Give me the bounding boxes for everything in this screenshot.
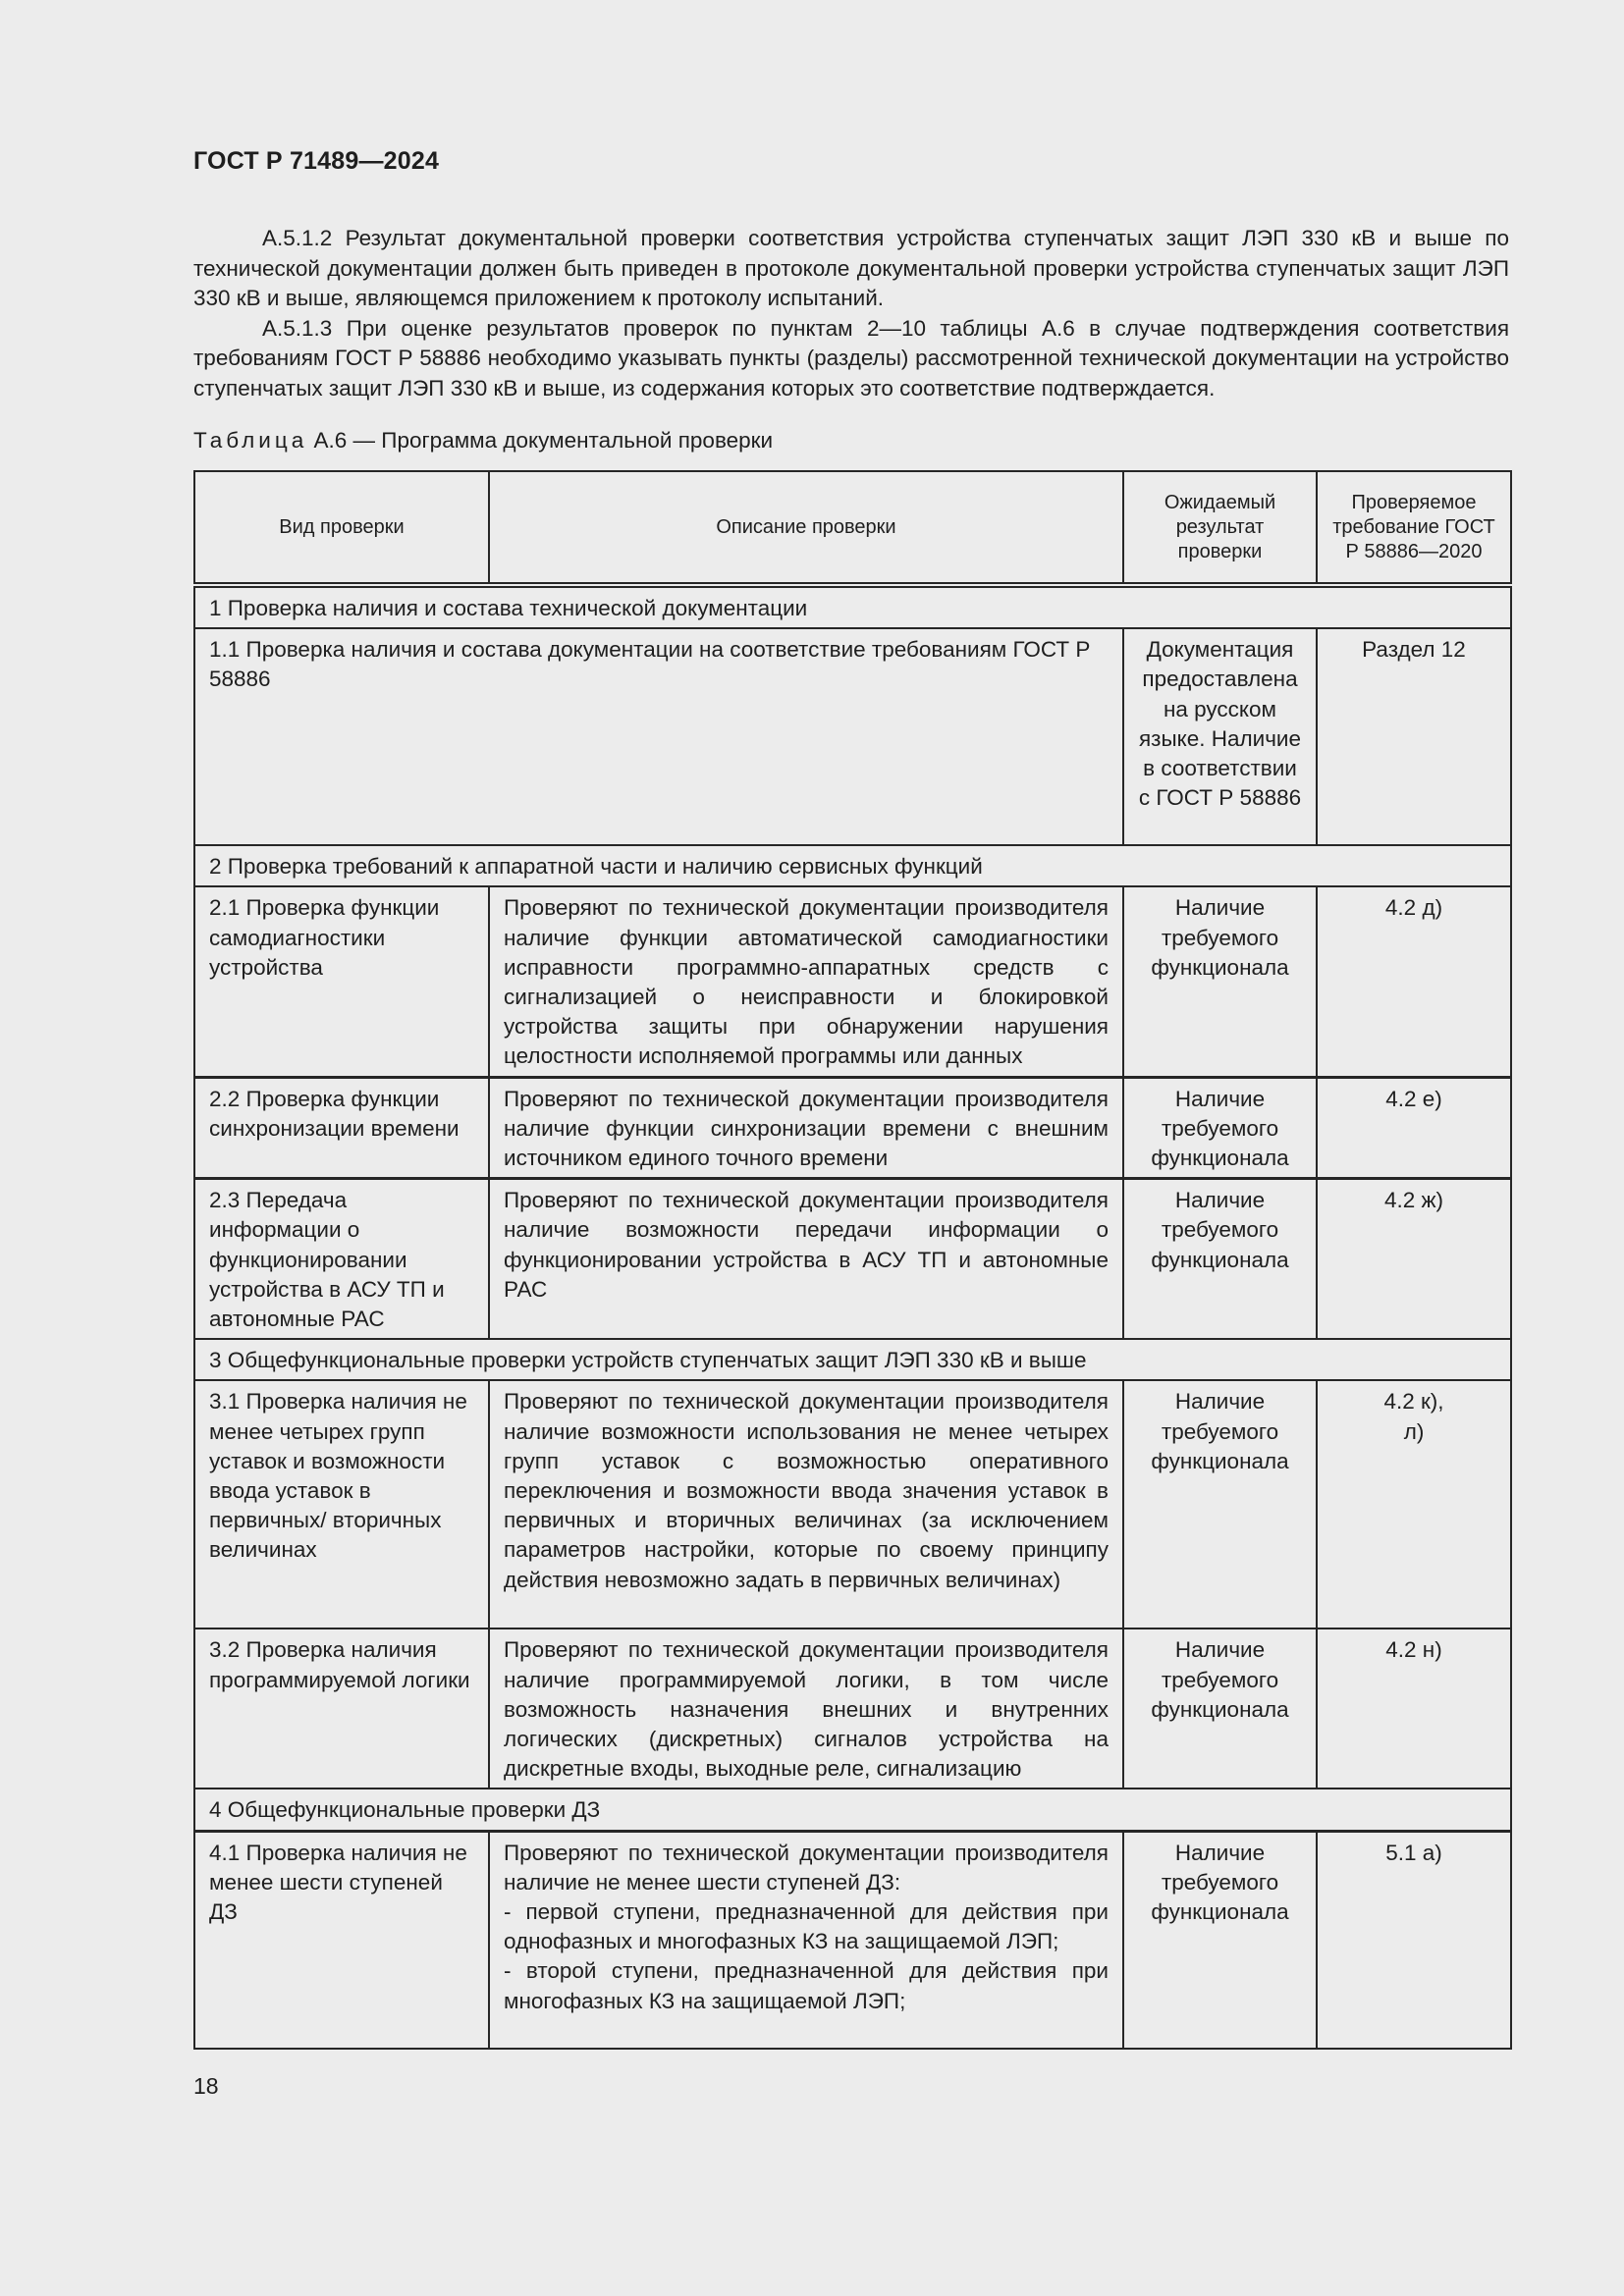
row-expected-result: Наличие требуемого функционала bbox=[1123, 1831, 1317, 2049]
requirement-ref: 4.2 к), л) bbox=[1383, 1389, 1444, 1444]
header-check-type: Вид проверки bbox=[194, 471, 489, 585]
row-requirement: Раздел 12 bbox=[1317, 628, 1511, 845]
table-row bbox=[194, 1831, 1511, 2049]
header-requirement: Проверяемое требование ГОСТ Р 58886—2020 bbox=[1317, 471, 1511, 585]
description-item: - второй ступени, предназначенной для действия при многофазных КЗ на защищаемой ЛЭП; bbox=[504, 1958, 1109, 2013]
page-number: 18 bbox=[193, 2073, 219, 2099]
section-row bbox=[194, 845, 1511, 886]
section-row bbox=[194, 585, 1511, 628]
row-description: Проверяют по технической документации производителя наличие функции автоматической самодиагностики исправности программно-аппаратных средств с сигнализацией о неисправности и блокировкой устройства защиты при обнаружении нарушения целостности исполняемой программы или данных bbox=[489, 886, 1123, 1077]
row-description: 1.1 Проверка наличия и состава документации на соответствие требованиям ГОСТ Р 58886 bbox=[194, 628, 1123, 845]
row-check-type: 2.3 Передача информации о функционировании устройства в АСУ ТП и автономные РАС bbox=[194, 1179, 489, 1340]
row-requirement: 4.2 д) bbox=[1317, 886, 1511, 1077]
table-row bbox=[194, 1629, 1511, 1789]
table-caption-word: Таблица bbox=[193, 428, 308, 453]
row-expected-result: Наличие требуемого функционала bbox=[1123, 1077, 1317, 1179]
header-expected-result: Ожидаемый результат проверки bbox=[1123, 471, 1317, 585]
row-requirement bbox=[1317, 1380, 1511, 1629]
section-row bbox=[194, 1339, 1511, 1380]
table-caption bbox=[193, 428, 773, 454]
row-expected-result: Наличие требуемого функционала bbox=[1123, 886, 1317, 1077]
header-check-description: Описание проверки bbox=[489, 471, 1123, 585]
row-description: Проверяют по технической документации производителя наличие возможности использования не менее четырех групп уставок с возможностью оперативного переключения и возможности ввода значения уставок в первичных и вторичных величинах (за исключением параметров настройки, которые по своему принципу действия невозможно задать в первичных величинах) bbox=[489, 1380, 1123, 1629]
row-requirement: 4.2 е) bbox=[1317, 1077, 1511, 1179]
document-header: ГОСТ Р 71489—2024 bbox=[193, 147, 440, 175]
paragraph-a513: А.5.1.3 При оценке результатов проверок по пунктам 2—10 таблицы А.6 в случае подтверждения соответствия требованиям ГОСТ Р 58886 необходимо указывать пункты (разделы) рассмотренной технической документации на устройство ступенчатых защит ЛЭП 330 кВ и выше, из содержания которых это соответствие подтверждается. bbox=[193, 315, 1509, 400]
section-title: 4 Общефункциональные проверки ДЗ bbox=[194, 1789, 1511, 1831]
row-description: Проверяют по технической документации производителя наличие программируемой логики, в том числе возможность назначения внешних и внутренних логических (дискретных) сигналов устройства на дискретные входы, выходные реле, сигнализацию bbox=[489, 1629, 1123, 1789]
intro-text bbox=[193, 224, 1509, 404]
row-requirement: 4.2 ж) bbox=[1317, 1179, 1511, 1340]
row-description: Проверяют по технической документации производителя наличие функции синхронизации времени с внешним источником единого точного времени bbox=[489, 1077, 1123, 1179]
row-description bbox=[489, 1831, 1123, 2049]
row-check-type: 3.1 Проверка наличия не менее четырех групп уставок и возможности ввода уставок в первичных/ вторичных величинах bbox=[194, 1380, 489, 1629]
description-lead: Проверяют по технической документации производителя наличие не менее шести ступеней ДЗ: bbox=[504, 1840, 1109, 1895]
row-requirement: 4.2 н) bbox=[1317, 1629, 1511, 1789]
row-description: Проверяют по технической документации производителя наличие возможности передачи информации о функционировании устройства в АСУ ТП и автономные РАС bbox=[489, 1179, 1123, 1340]
row-expected-result: Наличие требуемого функционала bbox=[1123, 1179, 1317, 1340]
table-row bbox=[194, 1179, 1511, 1340]
table-row bbox=[194, 1380, 1511, 1629]
section-title: 2 Проверка требований к аппаратной части и наличию сервисных функций bbox=[194, 845, 1511, 886]
table-row bbox=[194, 628, 1511, 845]
table-caption-title: А.6 — Программа документальной проверки bbox=[313, 428, 774, 453]
row-expected-result: Наличие требуемого функционала bbox=[1123, 1629, 1317, 1789]
inspection-program-table bbox=[193, 470, 1512, 2050]
section-row bbox=[194, 1789, 1511, 1831]
section-title: 3 Общефункциональные проверки устройств ступенчатых защит ЛЭП 330 кВ и выше bbox=[194, 1339, 1511, 1380]
paragraph-a512: А.5.1.2 Результат документальной проверки соответствия устройства ступенчатых защит ЛЭП 330 кВ и выше по технической документации должен быть приведен в протоколе документальной проверки устройства ступенчатых защит ЛЭП 330 кВ и выше, являющемся приложением к протоколу испытаний. bbox=[193, 226, 1509, 311]
table-row bbox=[194, 1077, 1511, 1179]
description-item: - первой ступени, предназначенной для действия при однофазных и многофазных КЗ на защищаемой ЛЭП; bbox=[504, 1899, 1109, 1954]
row-check-type: 3.2 Проверка наличия программируемой логики bbox=[194, 1629, 489, 1789]
table-header-row bbox=[194, 471, 1511, 585]
row-expected-result: Документация предоставлена на русском языке. Наличие в соответствии с ГОСТ Р 58886 bbox=[1123, 628, 1317, 845]
row-check-type: 4.1 Проверка наличия не менее шести ступеней ДЗ bbox=[194, 1831, 489, 2049]
row-expected-result: Наличие требуемого функционала bbox=[1123, 1380, 1317, 1629]
table-row bbox=[194, 886, 1511, 1077]
row-check-type: 2.2 Проверка функции синхронизации времени bbox=[194, 1077, 489, 1179]
row-requirement: 5.1 а) bbox=[1317, 1831, 1511, 2049]
row-check-type: 2.1 Проверка функции самодиагностики устройства bbox=[194, 886, 489, 1077]
section-title: 1 Проверка наличия и состава технической документации bbox=[194, 585, 1511, 628]
